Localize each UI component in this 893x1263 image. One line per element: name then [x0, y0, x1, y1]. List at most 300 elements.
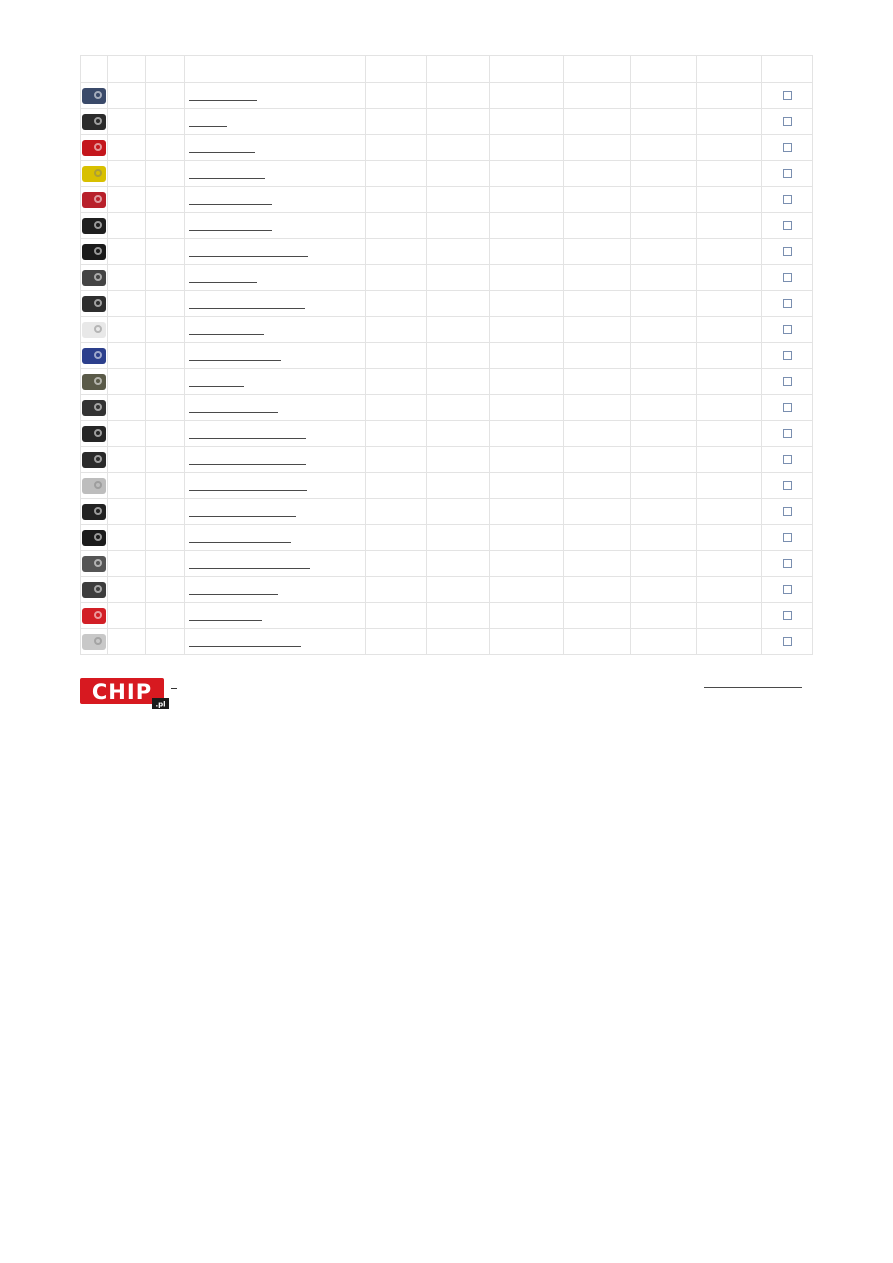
camera-thumbnail-cell: [81, 369, 108, 395]
data-cell: [697, 135, 762, 161]
data-cell: [631, 291, 697, 317]
table-row: [81, 577, 813, 603]
data-cell: [631, 343, 697, 369]
data-cell: [631, 603, 697, 629]
compare-checkbox[interactable]: [783, 351, 792, 360]
camera-image[interactable]: [82, 582, 106, 598]
footer-separator: [171, 688, 177, 689]
camera-image[interactable]: [82, 504, 106, 520]
data-cell: [366, 83, 427, 109]
model-cell: [185, 395, 366, 421]
data-cell: [146, 395, 185, 421]
camera-image[interactable]: [82, 114, 106, 130]
model-link[interactable]: [189, 464, 306, 465]
model-link[interactable]: [189, 516, 296, 517]
data-cell: [631, 629, 697, 655]
compare-checkbox[interactable]: [783, 195, 792, 204]
compare-cell: [762, 525, 813, 551]
logo-text: CHIP: [91, 680, 153, 704]
data-cell: [564, 109, 631, 135]
data-cell: [490, 525, 564, 551]
data-cell: [108, 83, 146, 109]
compare-cell: [762, 239, 813, 265]
data-cell: [366, 447, 427, 473]
data-cell: [490, 239, 564, 265]
data-cell: [697, 603, 762, 629]
model-cell: [185, 213, 366, 239]
model-link[interactable]: [189, 256, 308, 257]
data-cell: [697, 369, 762, 395]
model-cell: [185, 499, 366, 525]
table-row: [81, 629, 813, 655]
camera-thumbnail-cell: [81, 291, 108, 317]
model-link[interactable]: [189, 594, 278, 595]
data-cell: [564, 629, 631, 655]
camera-image[interactable]: [82, 348, 106, 364]
data-cell: [564, 447, 631, 473]
camera-image[interactable]: [82, 270, 106, 286]
data-cell: [427, 213, 490, 239]
table-row: [81, 473, 813, 499]
model-cell: [185, 317, 366, 343]
data-cell: [427, 369, 490, 395]
data-cell: [564, 525, 631, 551]
table-row: [81, 317, 813, 343]
table-row: [81, 239, 813, 265]
header-cell-col8: [564, 56, 631, 83]
compare-cell: [762, 135, 813, 161]
compare-cell: [762, 265, 813, 291]
compare-checkbox[interactable]: [783, 169, 792, 178]
table-row: [81, 551, 813, 577]
data-cell: [697, 577, 762, 603]
data-cell: [427, 161, 490, 187]
data-cell: [490, 213, 564, 239]
camera-thumbnail-cell: [81, 447, 108, 473]
camera-image[interactable]: [82, 374, 106, 390]
data-cell: [427, 395, 490, 421]
data-cell: [697, 239, 762, 265]
data-cell: [697, 395, 762, 421]
data-cell: [108, 421, 146, 447]
data-cell: [108, 213, 146, 239]
model-link[interactable]: [189, 438, 306, 439]
footer-link[interactable]: [704, 687, 802, 688]
camera-image[interactable]: [82, 88, 106, 104]
data-cell: [631, 577, 697, 603]
model-link[interactable]: [189, 308, 305, 309]
model-link[interactable]: [189, 126, 227, 127]
header-cell-col6: [427, 56, 490, 83]
data-cell: [697, 525, 762, 551]
data-cell: [427, 187, 490, 213]
data-cell: [366, 265, 427, 291]
data-cell: [490, 421, 564, 447]
data-cell: [146, 187, 185, 213]
data-cell: [427, 265, 490, 291]
data-cell: [631, 161, 697, 187]
data-cell: [366, 317, 427, 343]
model-cell: [185, 187, 366, 213]
camera-image[interactable]: [82, 634, 106, 650]
data-cell: [490, 291, 564, 317]
model-link[interactable]: [189, 542, 291, 543]
data-cell: [697, 629, 762, 655]
header-row: [81, 56, 813, 83]
data-cell: [146, 265, 185, 291]
camera-thumbnail-cell: [81, 525, 108, 551]
data-cell: [427, 551, 490, 577]
data-cell: [108, 551, 146, 577]
data-cell: [427, 603, 490, 629]
compare-cell: [762, 161, 813, 187]
compare-cell: [762, 343, 813, 369]
data-cell: [146, 317, 185, 343]
data-cell: [366, 239, 427, 265]
data-cell: [490, 447, 564, 473]
table-row: [81, 421, 813, 447]
data-cell: [490, 369, 564, 395]
data-cell: [697, 421, 762, 447]
compare-cell: [762, 187, 813, 213]
camera-image[interactable]: [82, 244, 106, 260]
camera-image[interactable]: [82, 166, 106, 182]
data-cell: [564, 213, 631, 239]
data-cell: [697, 109, 762, 135]
data-cell: [697, 213, 762, 239]
camera-image[interactable]: [82, 218, 106, 234]
camera-image[interactable]: [82, 530, 106, 546]
table-row: [81, 109, 813, 135]
compare-cell: [762, 603, 813, 629]
data-cell: [146, 369, 185, 395]
data-cell: [146, 603, 185, 629]
model-cell: [185, 291, 366, 317]
data-cell: [427, 317, 490, 343]
data-cell: [490, 187, 564, 213]
data-cell: [366, 629, 427, 655]
table-row: [81, 603, 813, 629]
data-cell: [108, 603, 146, 629]
camera-image[interactable]: [82, 478, 106, 494]
data-cell: [564, 421, 631, 447]
data-cell: [564, 291, 631, 317]
model-link[interactable]: [189, 230, 272, 231]
data-cell: [108, 135, 146, 161]
model-link[interactable]: [189, 152, 255, 153]
compare-checkbox[interactable]: [783, 637, 792, 646]
data-cell: [108, 239, 146, 265]
header-cell-col9: [631, 56, 697, 83]
data-cell: [146, 551, 185, 577]
data-cell: [564, 473, 631, 499]
table-body: [81, 83, 813, 655]
data-cell: [146, 499, 185, 525]
compare-cell: [762, 83, 813, 109]
table-row: [81, 83, 813, 109]
table-row: [81, 291, 813, 317]
data-cell: [108, 525, 146, 551]
data-cell: [490, 83, 564, 109]
data-cell: [490, 629, 564, 655]
data-cell: [108, 577, 146, 603]
data-cell: [366, 109, 427, 135]
model-link[interactable]: [189, 386, 244, 387]
compare-cell: [762, 551, 813, 577]
data-cell: [146, 525, 185, 551]
data-cell: [146, 135, 185, 161]
data-cell: [490, 161, 564, 187]
compare-checkbox[interactable]: [783, 429, 792, 438]
data-cell: [490, 317, 564, 343]
camera-thumbnail-cell: [81, 213, 108, 239]
model-cell: [185, 447, 366, 473]
data-cell: [631, 187, 697, 213]
data-cell: [427, 343, 490, 369]
model-cell: [185, 369, 366, 395]
compare-cell: [762, 291, 813, 317]
data-cell: [631, 317, 697, 343]
data-cell: [108, 265, 146, 291]
camera-image[interactable]: [82, 400, 106, 416]
compare-cell: [762, 213, 813, 239]
data-cell: [366, 161, 427, 187]
data-cell: [427, 83, 490, 109]
data-cell: [631, 213, 697, 239]
model-link[interactable]: [189, 490, 307, 491]
model-link[interactable]: [189, 100, 257, 101]
table-row: [81, 447, 813, 473]
compare-checkbox[interactable]: [783, 247, 792, 256]
data-cell: [146, 213, 185, 239]
table-row: [81, 525, 813, 551]
table-row: [81, 395, 813, 421]
model-link[interactable]: [189, 282, 257, 283]
compare-checkbox[interactable]: [783, 481, 792, 490]
data-cell: [108, 291, 146, 317]
model-link[interactable]: [189, 178, 265, 179]
compare-cell: [762, 317, 813, 343]
data-cell: [697, 161, 762, 187]
model-link[interactable]: [189, 204, 272, 205]
data-cell: [490, 395, 564, 421]
compare-cell: [762, 577, 813, 603]
compare-checkbox[interactable]: [783, 273, 792, 282]
data-cell: [490, 109, 564, 135]
header-cell-col10: [697, 56, 762, 83]
data-cell: [631, 109, 697, 135]
table-row: [81, 135, 813, 161]
camera-image[interactable]: [82, 322, 106, 338]
data-cell: [427, 577, 490, 603]
data-cell: [108, 499, 146, 525]
data-cell: [146, 291, 185, 317]
model-link[interactable]: [189, 646, 301, 647]
model-cell: [185, 135, 366, 161]
data-cell: [697, 343, 762, 369]
camera-thumbnail-cell: [81, 629, 108, 655]
data-cell: [108, 395, 146, 421]
data-cell: [631, 135, 697, 161]
compare-checkbox[interactable]: [783, 325, 792, 334]
camera-thumbnail-cell: [81, 161, 108, 187]
camera-image[interactable]: [82, 426, 106, 442]
camera-thumbnail-cell: [81, 421, 108, 447]
data-cell: [697, 187, 762, 213]
compare-checkbox[interactable]: [783, 611, 792, 620]
camera-image[interactable]: [82, 296, 106, 312]
data-cell: [427, 447, 490, 473]
data-cell: [490, 473, 564, 499]
model-cell: [185, 343, 366, 369]
data-cell: [427, 109, 490, 135]
header-cell-compare: [762, 56, 813, 83]
data-cell: [427, 421, 490, 447]
data-cell: [564, 317, 631, 343]
camera-image[interactable]: [82, 192, 106, 208]
data-cell: [146, 83, 185, 109]
data-cell: [631, 239, 697, 265]
data-cell: [564, 83, 631, 109]
data-cell: [490, 499, 564, 525]
data-cell: [427, 135, 490, 161]
model-cell: [185, 525, 366, 551]
data-cell: [366, 525, 427, 551]
camera-thumbnail-cell: [81, 109, 108, 135]
data-cell: [564, 135, 631, 161]
data-cell: [564, 343, 631, 369]
header-cell-score: [146, 56, 185, 83]
data-cell: [631, 473, 697, 499]
data-cell: [564, 603, 631, 629]
model-link[interactable]: [189, 568, 310, 569]
model-cell: [185, 629, 366, 655]
compare-checkbox[interactable]: [783, 221, 792, 230]
compare-checkbox[interactable]: [783, 403, 792, 412]
camera-image[interactable]: [82, 608, 106, 624]
camera-thumbnail-cell: [81, 577, 108, 603]
data-cell: [490, 343, 564, 369]
camera-thumbnail-cell: [81, 265, 108, 291]
model-cell: [185, 239, 366, 265]
data-cell: [108, 369, 146, 395]
camera-thumbnail-cell: [81, 317, 108, 343]
compare-checkbox[interactable]: [783, 507, 792, 516]
compare-cell: [762, 109, 813, 135]
camera-image[interactable]: [82, 556, 106, 572]
compare-cell: [762, 473, 813, 499]
compare-checkbox[interactable]: [783, 377, 792, 386]
data-cell: [564, 577, 631, 603]
table-row: [81, 161, 813, 187]
data-cell: [108, 109, 146, 135]
camera-thumbnail-cell: [81, 239, 108, 265]
camera-image[interactable]: [82, 452, 106, 468]
data-cell: [427, 525, 490, 551]
data-cell: [366, 499, 427, 525]
data-cell: [490, 265, 564, 291]
compare-checkbox[interactable]: [783, 91, 792, 100]
camera-thumbnail-cell: [81, 499, 108, 525]
data-cell: [631, 421, 697, 447]
data-cell: [564, 187, 631, 213]
data-cell: [146, 239, 185, 265]
header-cell-image: [81, 56, 108, 83]
data-cell: [427, 473, 490, 499]
data-cell: [697, 551, 762, 577]
data-cell: [490, 135, 564, 161]
table-row: [81, 369, 813, 395]
data-cell: [108, 187, 146, 213]
data-cell: [427, 239, 490, 265]
table-row: [81, 213, 813, 239]
compare-checkbox[interactable]: [783, 455, 792, 464]
camera-thumbnail-cell: [81, 395, 108, 421]
compare-checkbox[interactable]: [783, 559, 792, 568]
data-cell: [427, 499, 490, 525]
data-cell: [427, 291, 490, 317]
model-link[interactable]: [189, 620, 262, 621]
data-cell: [564, 239, 631, 265]
camera-thumbnail-cell: [81, 187, 108, 213]
compare-checkbox[interactable]: [783, 117, 792, 126]
model-cell: [185, 421, 366, 447]
data-cell: [366, 577, 427, 603]
data-cell: [631, 395, 697, 421]
table-row: [81, 265, 813, 291]
data-cell: [108, 343, 146, 369]
compare-cell: [762, 447, 813, 473]
data-cell: [631, 447, 697, 473]
compare-checkbox[interactable]: [783, 299, 792, 308]
data-cell: [146, 421, 185, 447]
data-cell: [366, 369, 427, 395]
data-cell: [108, 447, 146, 473]
data-cell: [146, 447, 185, 473]
camera-image[interactable]: [82, 140, 106, 156]
compare-cell: [762, 421, 813, 447]
data-cell: [631, 525, 697, 551]
data-cell: [108, 473, 146, 499]
model-cell: [185, 161, 366, 187]
model-link[interactable]: [189, 334, 264, 335]
data-cell: [108, 161, 146, 187]
data-cell: [631, 369, 697, 395]
table-header: [81, 56, 813, 83]
data-cell: [366, 343, 427, 369]
camera-thumbnail-cell: [81, 603, 108, 629]
compare-cell: [762, 499, 813, 525]
data-cell: [427, 629, 490, 655]
chip-logo: [80, 678, 170, 710]
model-link[interactable]: [189, 360, 281, 361]
data-cell: [108, 317, 146, 343]
compare-cell: [762, 629, 813, 655]
model-cell: [185, 109, 366, 135]
camera-thumbnail-cell: [81, 135, 108, 161]
data-cell: [697, 317, 762, 343]
data-cell: [490, 577, 564, 603]
data-cell: [366, 395, 427, 421]
model-link[interactable]: [189, 412, 278, 413]
header-cell-rank: [108, 56, 146, 83]
compare-checkbox[interactable]: [783, 533, 792, 542]
data-cell: [697, 83, 762, 109]
compare-checkbox[interactable]: [783, 143, 792, 152]
compare-cell: [762, 369, 813, 395]
compare-checkbox[interactable]: [783, 585, 792, 594]
data-cell: [146, 577, 185, 603]
